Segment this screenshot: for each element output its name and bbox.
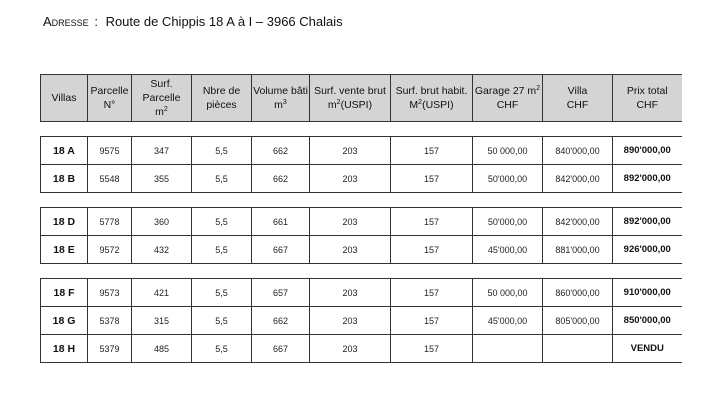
separator-cell <box>41 193 88 208</box>
cell-villa-name: 18 B <box>41 165 88 193</box>
cell-nbre-pieces: 5,5 <box>192 335 252 363</box>
header-prix-total: Prix total CHF <box>613 75 682 122</box>
cell-surf-parcelle: 421 <box>132 279 192 307</box>
cell-nbre-pieces: 5,5 <box>192 279 252 307</box>
cell-volume-bati: 667 <box>252 236 310 264</box>
cell-villa-chf: 881'000,00 <box>543 236 613 264</box>
separator-cell <box>132 264 192 279</box>
separator-cell <box>310 264 391 279</box>
separator-cell <box>41 264 88 279</box>
cell-surf-parcelle: 355 <box>132 165 192 193</box>
header-surf-brut-habit: Surf. brut habit. $M^2(USPI)$ <box>391 75 473 122</box>
header-row <box>41 75 682 122</box>
table-row <box>41 335 682 363</box>
separator-cell <box>310 193 391 208</box>
cell-parcelle: 5379 <box>88 335 132 363</box>
separator-cell <box>88 193 132 208</box>
table-row <box>41 208 682 236</box>
separator-cell <box>473 193 543 208</box>
cell-garage-chf: 50'000,00 <box>473 165 543 193</box>
cell-nbre-pieces: 5,5 <box>192 307 252 335</box>
header-garage: Garage 27 $m^2$ CHF <box>473 75 543 122</box>
separator-cell <box>310 122 391 137</box>
header-villa-chf: Villa CHF <box>543 75 613 122</box>
separator-cell <box>192 193 252 208</box>
cell-surf-brut-habit: 157 <box>391 236 473 264</box>
table-row <box>41 279 682 307</box>
cell-surf-parcelle: 315 <box>132 307 192 335</box>
cell-surf-parcelle: 360 <box>132 208 192 236</box>
cell-volume-bati: 657 <box>252 279 310 307</box>
cell-surf-parcelle: 347 <box>132 137 192 165</box>
separator-cell <box>613 264 682 279</box>
cell-villa-name: 18 A <box>41 137 88 165</box>
separator-cell <box>613 122 682 137</box>
cell-surf-brut-habit: 157 <box>391 307 473 335</box>
cell-parcelle: 9572 <box>88 236 132 264</box>
separator-cell <box>192 264 252 279</box>
cell-surf-vente-brut: 203 <box>310 236 391 264</box>
address-line <box>43 14 343 29</box>
separator-cell <box>252 264 310 279</box>
cell-nbre-pieces: 5,5 <box>192 236 252 264</box>
cell-garage-chf: 50 000,00 <box>473 279 543 307</box>
cell-prix-total: 926'000,00 <box>613 236 682 264</box>
cell-prix-total: 892'000,00 <box>613 165 682 193</box>
cell-volume-bati: 661 <box>252 208 310 236</box>
separator-cell <box>543 122 613 137</box>
table-row <box>41 165 682 193</box>
cell-volume-bati: 662 <box>252 307 310 335</box>
separator-cell <box>88 264 132 279</box>
cell-villa-chf <box>543 335 613 363</box>
cell-prix-total: VENDU <box>613 335 682 363</box>
separator-cell <box>391 193 473 208</box>
cell-surf-brut-habit: 157 <box>391 137 473 165</box>
cell-volume-bati: 662 <box>252 165 310 193</box>
cell-villa-chf: 842'000,00 <box>543 165 613 193</box>
table-row <box>41 236 682 264</box>
header-nbre-pieces: Nbre de pièces <box>192 75 252 122</box>
cell-surf-brut-habit: 157 <box>391 335 473 363</box>
cell-parcelle: 9575 <box>88 137 132 165</box>
villas-table <box>40 74 682 363</box>
cell-villa-name: 18 D <box>41 208 88 236</box>
cell-parcelle: 9573 <box>88 279 132 307</box>
cell-villa-name: 18 H <box>41 335 88 363</box>
cell-villa-name: 18 F <box>41 279 88 307</box>
separator-cell <box>252 193 310 208</box>
separator-cell <box>473 264 543 279</box>
cell-villa-name: 18 G <box>41 307 88 335</box>
cell-surf-vente-brut: 203 <box>310 307 391 335</box>
cell-garage-chf: 45'000,00 <box>473 307 543 335</box>
address-separator: : <box>94 14 98 29</box>
cell-villa-chf: 805'000,00 <box>543 307 613 335</box>
cell-garage-chf <box>473 335 543 363</box>
cell-parcelle: 5548 <box>88 165 132 193</box>
separator-cell <box>41 122 88 137</box>
cell-prix-total: 850'000,00 <box>613 307 682 335</box>
header-surf-parcelle: Surf. Parcelle $m^2$ <box>132 75 192 122</box>
cell-nbre-pieces: 5,5 <box>192 208 252 236</box>
separator-cell <box>473 122 543 137</box>
header-villas: Villas <box>41 75 88 122</box>
cell-volume-bati: 667 <box>252 335 310 363</box>
cell-parcelle: 5778 <box>88 208 132 236</box>
separator-cell <box>391 264 473 279</box>
cell-prix-total: 890'000,00 <box>613 137 682 165</box>
table-row <box>41 307 682 335</box>
separator-cell <box>192 122 252 137</box>
separator-cell <box>613 193 682 208</box>
cell-surf-vente-brut: 203 <box>310 137 391 165</box>
cell-nbre-pieces: 5,5 <box>192 137 252 165</box>
separator-cell <box>132 193 192 208</box>
separator-cell <box>391 122 473 137</box>
separator-cell <box>543 264 613 279</box>
cell-volume-bati: 662 <box>252 137 310 165</box>
table-row <box>41 137 682 165</box>
cell-surf-brut-habit: 157 <box>391 165 473 193</box>
cell-surf-parcelle: 485 <box>132 335 192 363</box>
cell-surf-vente-brut: 203 <box>310 279 391 307</box>
cell-surf-parcelle: 432 <box>132 236 192 264</box>
cell-villa-chf: 840'000,00 <box>543 137 613 165</box>
group-separator <box>41 193 682 208</box>
group-separator <box>41 264 682 279</box>
cell-surf-brut-habit: 157 <box>391 279 473 307</box>
cell-villa-name: 18 E <box>41 236 88 264</box>
cell-villa-chf: 842'000,00 <box>543 208 613 236</box>
header-surf-vente-brut: Surf. vente brut $m^2(USPI)$ <box>310 75 391 122</box>
cell-garage-chf: 45'000,00 <box>473 236 543 264</box>
cell-surf-vente-brut: 203 <box>310 208 391 236</box>
group-separator <box>41 122 682 137</box>
header-parcelle: Parcelle N° <box>88 75 132 122</box>
header-volume-bati: Volume bâti $m^3$ <box>252 75 310 122</box>
cell-nbre-pieces: 5,5 <box>192 165 252 193</box>
separator-cell <box>252 122 310 137</box>
address-label: Adresse <box>43 14 89 29</box>
cell-surf-vente-brut: 203 <box>310 335 391 363</box>
cell-villa-chf: 860'000,00 <box>543 279 613 307</box>
cell-garage-chf: 50 000,00 <box>473 137 543 165</box>
cell-prix-total: 892'000,00 <box>613 208 682 236</box>
separator-cell <box>132 122 192 137</box>
cell-prix-total: 910'000,00 <box>613 279 682 307</box>
separator-cell <box>543 193 613 208</box>
separator-cell <box>88 122 132 137</box>
cell-surf-vente-brut: 203 <box>310 165 391 193</box>
cell-garage-chf: 50'000,00 <box>473 208 543 236</box>
address-value: Route de Chippis 18 A à I – 3966 Chalais <box>105 14 343 29</box>
cell-parcelle: 5378 <box>88 307 132 335</box>
cell-surf-brut-habit: 157 <box>391 208 473 236</box>
